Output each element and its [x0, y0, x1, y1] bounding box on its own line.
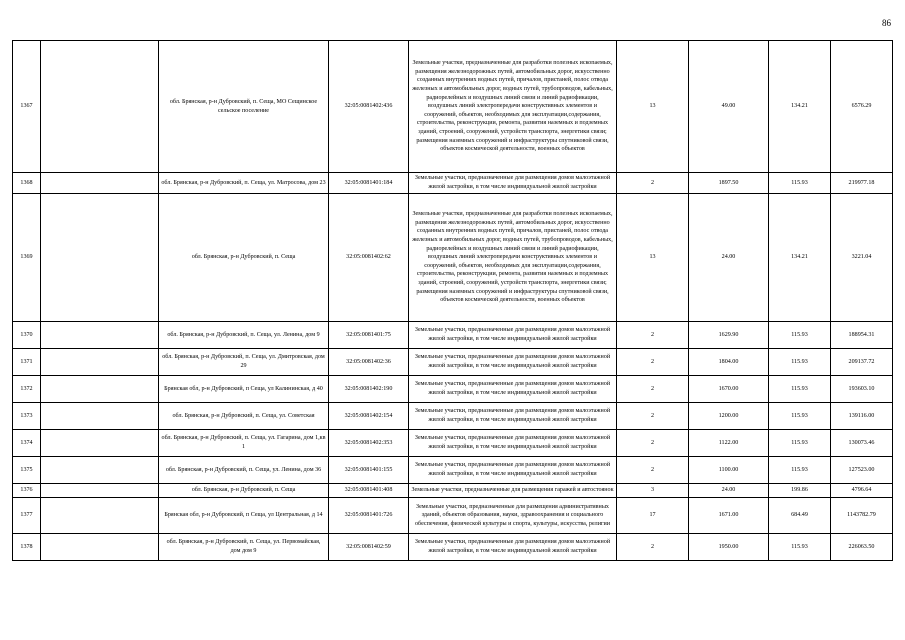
- rate-cell: 684.49: [769, 498, 831, 534]
- group-cell: 2: [617, 376, 689, 403]
- group-cell: 2: [617, 457, 689, 484]
- cadastral-number-cell: 32:05:0081402:436: [329, 41, 409, 173]
- address-cell: Брянская обл, р-н Дубровский, п Сеща, ул Калининская, д 40: [159, 376, 329, 403]
- area-cell: 1671.00: [689, 498, 769, 534]
- table-row: [13, 484, 893, 498]
- cadastral-value-cell: 219977.18: [831, 173, 893, 194]
- land-use-cell: Земельные участки, предназначенные для размещения гаражей и автостоянок: [409, 484, 617, 498]
- area-cell: 1950.00: [689, 534, 769, 561]
- land-use-cell: Земельные участки, предназначенные для размещения домов малоэтажной жилой застройки, в том числе индивидуальной жилой застройки: [409, 173, 617, 194]
- area-cell: 49.00: [689, 41, 769, 173]
- land-use-cell: Земельные участки, предназначенные для размещения домов малоэтажной жилой застройки, в том числе индивидуальной жилой застройки: [409, 457, 617, 484]
- row-number: 1371: [13, 349, 41, 376]
- cadastral-number-cell: 32:05:0081402:62: [329, 194, 409, 322]
- area-cell: 1122.00: [689, 430, 769, 457]
- area-cell: 24.00: [689, 484, 769, 498]
- land-registry-table: [12, 40, 893, 561]
- table-row: [13, 498, 893, 534]
- rate-cell: 199.86: [769, 484, 831, 498]
- area-cell: 1100.00: [689, 457, 769, 484]
- empty-cell: [41, 41, 159, 173]
- area-cell: 1897.50: [689, 173, 769, 194]
- address-cell: обл. Брянская, р-н Дубровский, п. Сеща: [159, 484, 329, 498]
- address-cell: обл. Брянская, р-н Дубровский, п. Сеща, МО Сещинское сельское поселение: [159, 41, 329, 173]
- empty-cell: [41, 534, 159, 561]
- address-cell: Брянская обл, р-н Дубровский, п Сеща, ул Центральная, д 14: [159, 498, 329, 534]
- empty-cell: [41, 484, 159, 498]
- address-cell: обл. Брянская, р-н Дубровский, п. Сеща, ул. Первомайская, дом дом 9: [159, 534, 329, 561]
- empty-cell: [41, 457, 159, 484]
- cadastral-number-cell: 32:05:0081401:408: [329, 484, 409, 498]
- group-cell: 2: [617, 173, 689, 194]
- table-row: [13, 41, 893, 173]
- address-cell: обл. Брянская, р-н Дубровский, п. Сеща: [159, 194, 329, 322]
- cadastral-value-cell: 193603.10: [831, 376, 893, 403]
- cadastral-number-cell: 32:05:0081402:36: [329, 349, 409, 376]
- cadastral-number-cell: 32:05:0081401:726: [329, 498, 409, 534]
- cadastral-number-cell: 32:05:0081401:155: [329, 457, 409, 484]
- rate-cell: 115.93: [769, 349, 831, 376]
- cadastral-value-cell: 3221.04: [831, 194, 893, 322]
- cadastral-value-cell: 130073.46: [831, 430, 893, 457]
- land-use-cell: Земельные участки, предназначенные для разработки полезных ископаемых, размещения железнодорожных путей, автомобильных дорог, искусственно созданных внутренних водных путей, причалов, пристаней, полос отвода железных и автомобильных дорог, водных путей, трубопроводов, кабельных, радиорелейных и воздушных линий связи и линий радиофикации, воздушных линий электропередачи конструктивных элементов и сооружений, объектов, необходимых для эксплуатации,содержания, строительства, реконструкции, ремонта, развития наземных и подземных зданий, строений, сооружений, устройств транспорта, энергетики связи; размещения наземных сооружений и инфраструктуры спутниковой связи, объектов космической деятельности, военных объектов: [409, 41, 617, 173]
- table-row: [13, 322, 893, 349]
- cadastral-number-cell: 32:05:0081401:184: [329, 173, 409, 194]
- cadastral-value-cell: 6576.29: [831, 41, 893, 173]
- address-cell: обл. Брянская, р-н Дубровский, п. Сеща, ул. Ленина, дом 36: [159, 457, 329, 484]
- table-row: [13, 173, 893, 194]
- cadastral-number-cell: 32:05:0081401:75: [329, 322, 409, 349]
- rate-cell: 115.93: [769, 403, 831, 430]
- cadastral-number-cell: 32:05:0081402:154: [329, 403, 409, 430]
- cadastral-value-cell: 139116.00: [831, 403, 893, 430]
- rate-cell: 115.93: [769, 534, 831, 561]
- group-cell: 17: [617, 498, 689, 534]
- table-row: [13, 457, 893, 484]
- row-number: 1377: [13, 498, 41, 534]
- cadastral-number-cell: 32:05:0081402:353: [329, 430, 409, 457]
- empty-cell: [41, 498, 159, 534]
- cadastral-value-cell: 4796.64: [831, 484, 893, 498]
- row-number: 1373: [13, 403, 41, 430]
- empty-cell: [41, 173, 159, 194]
- empty-cell: [41, 376, 159, 403]
- group-cell: 13: [617, 194, 689, 322]
- land-use-cell: Земельные участки, предназначенные для размещения домов малоэтажной жилой застройки, в том числе индивидуальной жилой застройки: [409, 376, 617, 403]
- row-number: 1375: [13, 457, 41, 484]
- land-use-cell: Земельные участки, предназначенные для размещения административных зданий, объектов образования, науки, здравоохранения и социального обеспечения, физической культуры и спорта, культуры, искусства, религии: [409, 498, 617, 534]
- row-number: 1369: [13, 194, 41, 322]
- rate-cell: 134.21: [769, 194, 831, 322]
- empty-cell: [41, 349, 159, 376]
- group-cell: 13: [617, 41, 689, 173]
- area-cell: 1670.00: [689, 376, 769, 403]
- address-cell: обл. Брянская, р-н Дубровский, п. Сеща, ул. Ленина, дом 9: [159, 322, 329, 349]
- table-row: [13, 376, 893, 403]
- row-number: 1372: [13, 376, 41, 403]
- group-cell: 2: [617, 322, 689, 349]
- rate-cell: 115.93: [769, 173, 831, 194]
- rate-cell: 115.93: [769, 430, 831, 457]
- rate-cell: 115.93: [769, 457, 831, 484]
- land-use-cell: Земельные участки, предназначенные для размещения домов малоэтажной жилой застройки, в том числе индивидуальной жилой застройки: [409, 430, 617, 457]
- table-row: [13, 403, 893, 430]
- cadastral-number-cell: 32:05:0081402:59: [329, 534, 409, 561]
- row-number: 1370: [13, 322, 41, 349]
- address-cell: обл. Брянская, р-н Дубровский, п. Сеща, ул. Матросова, дом 23: [159, 173, 329, 194]
- table-row: [13, 534, 893, 561]
- empty-cell: [41, 430, 159, 457]
- cadastral-number-cell: 32:05:0081402:190: [329, 376, 409, 403]
- land-use-cell: Земельные участки, предназначенные для размещения домов малоэтажной жилой застройки, в том числе индивидуальной жилой застройки: [409, 403, 617, 430]
- rate-cell: 134.21: [769, 41, 831, 173]
- land-use-cell: Земельные участки, предназначенные для разработки полезных ископаемых, размещения железнодорожных путей, автомобильных дорог, искусственно созданных внутренних водных путей, причалов, пристаней, полос отвода железных и автомобильных дорог, водных путей, трубопроводов, кабельных, радиорелейных и воздушных линий связи и линий радиофикации, воздушных линий электропередачи конструктивных элементов и сооружений, объектов, необходимых для эксплуатации,содержания, строительства, реконструкции, ремонта, развития наземных и подземных зданий, строений, сооружений, устройств транспорта, энергетики связи; размещения наземных сооружений и инфраструктуры спутниковой связи, объектов космической деятельности, военных объектов: [409, 194, 617, 322]
- rate-cell: 115.93: [769, 322, 831, 349]
- empty-cell: [41, 194, 159, 322]
- group-cell: 2: [617, 534, 689, 561]
- address-cell: обл. Брянская, р-н Дубровский, п. Сеща, ул. Дмитровская, дом 29: [159, 349, 329, 376]
- land-use-cell: Земельные участки, предназначенные для размещения домов малоэтажной жилой застройки, в том числе индивидуальной жилой застройки: [409, 534, 617, 561]
- row-number: 1367: [13, 41, 41, 173]
- empty-cell: [41, 403, 159, 430]
- page-number: 86: [882, 18, 891, 28]
- table-row: [13, 430, 893, 457]
- area-cell: 1200.00: [689, 403, 769, 430]
- rate-cell: 115.93: [769, 376, 831, 403]
- land-use-cell: Земельные участки, предназначенные для размещения домов малоэтажной жилой застройки, в том числе индивидуальной жилой застройки: [409, 322, 617, 349]
- empty-cell: [41, 322, 159, 349]
- cadastral-value-cell: 188954.31: [831, 322, 893, 349]
- group-cell: 2: [617, 403, 689, 430]
- land-use-cell: Земельные участки, предназначенные для размещения домов малоэтажной жилой застройки, в том числе индивидуальной жилой застройки: [409, 349, 617, 376]
- area-cell: 1804.00: [689, 349, 769, 376]
- cadastral-value-cell: 1143782.79: [831, 498, 893, 534]
- address-cell: обл. Брянская, р-н Дубровский, п. Сеща, ул. Советская: [159, 403, 329, 430]
- row-number: 1374: [13, 430, 41, 457]
- row-number: 1378: [13, 534, 41, 561]
- area-cell: 1629.90: [689, 322, 769, 349]
- table-row: [13, 349, 893, 376]
- row-number: 1368: [13, 173, 41, 194]
- area-cell: 24.00: [689, 194, 769, 322]
- cadastral-value-cell: 209137.72: [831, 349, 893, 376]
- cadastral-value-cell: 127523.00: [831, 457, 893, 484]
- group-cell: 2: [617, 349, 689, 376]
- row-number: 1376: [13, 484, 41, 498]
- group-cell: 2: [617, 430, 689, 457]
- group-cell: 3: [617, 484, 689, 498]
- address-cell: обл. Брянская, р-н Дубровский, п. Сеща, ул. Гагарина, дом 1,кв 1: [159, 430, 329, 457]
- table-row: [13, 194, 893, 322]
- cadastral-value-cell: 226063.50: [831, 534, 893, 561]
